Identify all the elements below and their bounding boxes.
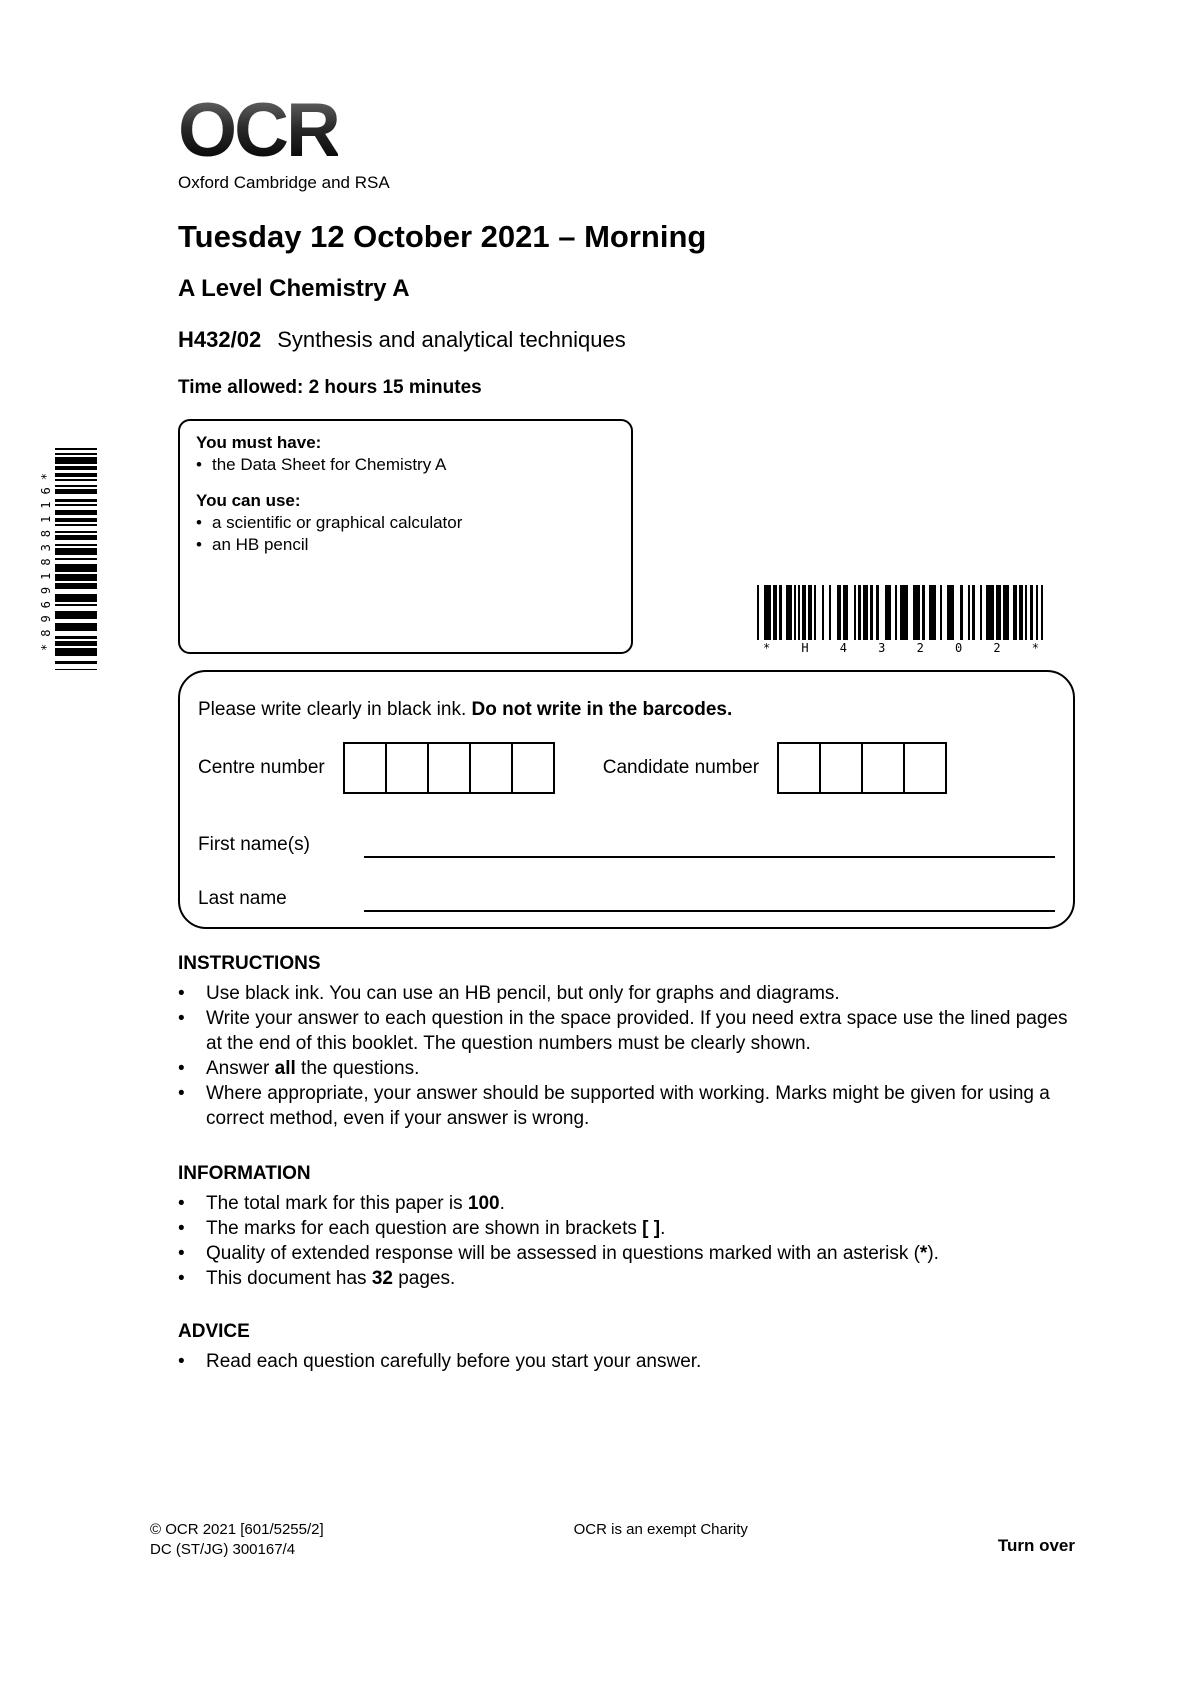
bullet-glyph: • bbox=[196, 535, 202, 554]
list-item bbox=[178, 1266, 1075, 1291]
advice-section bbox=[178, 1319, 1075, 1374]
bullet-glyph: • bbox=[196, 513, 202, 532]
list-item-text: Read each question carefully before you start your answer. bbox=[206, 1351, 702, 1372]
left-barcode-bars bbox=[55, 448, 97, 670]
paper-line bbox=[178, 327, 1075, 353]
digit-cell[interactable] bbox=[861, 742, 905, 794]
list-item-text: Use black ink. You can use an HB pencil, but only for graphs and diagrams. bbox=[206, 983, 840, 1004]
list-item bbox=[178, 1191, 1075, 1216]
advice-list bbox=[178, 1349, 1075, 1374]
digit-cell[interactable] bbox=[777, 742, 821, 794]
list-item bbox=[178, 1056, 1075, 1081]
list-item bbox=[178, 1349, 1075, 1374]
list-item bbox=[178, 1241, 1075, 1266]
bullet-glyph: • bbox=[178, 1008, 185, 1029]
candidate-details-box bbox=[178, 670, 1075, 929]
must-have-list bbox=[196, 454, 615, 476]
list-item-text: This document has 32 pages. bbox=[206, 1268, 456, 1289]
digit-cell[interactable] bbox=[343, 742, 387, 794]
instructions-section bbox=[178, 951, 1075, 1131]
list-item bbox=[178, 1006, 1075, 1056]
page-title: Tuesday 12 October 2021 – Morning bbox=[178, 219, 707, 254]
ink-notice-bold: Do not write in the barcodes. bbox=[471, 699, 733, 720]
list-item bbox=[196, 534, 615, 556]
ink-notice bbox=[198, 699, 1055, 721]
charity-note: OCR is an exempt Charity bbox=[573, 1521, 748, 1538]
bullet-glyph: • bbox=[178, 1193, 185, 1214]
list-item-text: The total mark for this paper is 100. bbox=[206, 1193, 505, 1214]
list-item bbox=[178, 1216, 1075, 1241]
header bbox=[178, 88, 1075, 399]
instructions-list bbox=[178, 981, 1075, 1131]
advice-heading: ADVICE bbox=[178, 1321, 250, 1342]
list-item bbox=[178, 1081, 1075, 1131]
first-name-input[interactable] bbox=[364, 832, 1055, 858]
candidate-number-label: Candidate number bbox=[602, 757, 760, 778]
must-have-heading: You must have: bbox=[196, 433, 322, 452]
numbers-row bbox=[198, 742, 1055, 794]
qualification-title: A Level Chemistry A bbox=[178, 275, 410, 302]
can-use-list bbox=[196, 512, 615, 556]
bullet-glyph: • bbox=[178, 1083, 185, 1104]
last-name-row bbox=[198, 886, 1055, 912]
paper-code: H432/02 bbox=[178, 327, 262, 352]
bullet-glyph: • bbox=[196, 455, 202, 474]
list-item-text: The marks for each question are shown in brackets [ ]. bbox=[206, 1218, 666, 1239]
list-item-text: a scientific or graphical calculator bbox=[212, 513, 463, 532]
information-heading: INFORMATION bbox=[178, 1163, 311, 1184]
information-list bbox=[178, 1191, 1075, 1291]
can-use-heading: You can use: bbox=[196, 491, 301, 510]
list-item-text: Answer all the questions. bbox=[206, 1058, 420, 1079]
first-name-row bbox=[198, 832, 1055, 858]
list-item bbox=[196, 454, 615, 476]
centre-number-grid bbox=[343, 742, 555, 794]
dc-code-line: DC (ST/JG) 300167/4 bbox=[150, 1541, 296, 1558]
digit-cell[interactable] bbox=[819, 742, 863, 794]
centre-number-label: Centre number bbox=[198, 757, 325, 778]
digit-cell[interactable] bbox=[469, 742, 513, 794]
right-barcode-text: * H 4 3 2 0 2 * bbox=[763, 641, 1039, 655]
list-item-text: an HB pencil bbox=[212, 535, 309, 554]
bullet-glyph: • bbox=[178, 1243, 185, 1264]
list-item-text: Quality of extended response will be assessed in questions marked with an asterisk (*). bbox=[206, 1243, 939, 1264]
left-barcode bbox=[38, 448, 97, 670]
candidate-number-grid bbox=[777, 742, 947, 794]
ocr-logo: OCR bbox=[178, 88, 338, 173]
bullet-glyph: • bbox=[178, 983, 185, 1004]
information-section bbox=[178, 1161, 1075, 1291]
bullet-glyph: • bbox=[178, 1351, 185, 1372]
time-allowed: Time allowed: 2 hours 15 minutes bbox=[178, 377, 482, 398]
last-name-input[interactable] bbox=[364, 886, 1055, 912]
ink-notice-plain: Please write clearly in black ink. bbox=[198, 699, 472, 720]
bullet-glyph: • bbox=[178, 1058, 185, 1079]
digit-cell[interactable] bbox=[385, 742, 429, 794]
footer bbox=[150, 1520, 1075, 1560]
list-item-text: the Data Sheet for Chemistry A bbox=[212, 455, 447, 474]
logo-tagline: Oxford Cambridge and RSA bbox=[178, 173, 390, 192]
bullet-glyph: • bbox=[178, 1268, 185, 1289]
list-item-text: Where appropriate, your answer should be supported with working. Marks might be given for using a correct method, even if your answer is wrong. bbox=[206, 1083, 1050, 1129]
footer-left bbox=[150, 1520, 324, 1560]
list-item bbox=[196, 512, 615, 534]
list-item-text: Write your answer to each question in the space provided. If you need extra space use the lined pages at the end of this booklet. The question numbers must be clearly shown. bbox=[206, 1008, 1068, 1054]
digit-cell[interactable] bbox=[427, 742, 471, 794]
materials-box bbox=[178, 419, 633, 654]
turn-over-label: Turn over bbox=[997, 1536, 1075, 1555]
digit-cell[interactable] bbox=[511, 742, 555, 794]
digit-cell[interactable] bbox=[903, 742, 947, 794]
left-barcode-text: *89691838116* bbox=[39, 466, 53, 652]
instructions-heading: INSTRUCTIONS bbox=[178, 953, 321, 974]
first-name-label: First name(s) bbox=[198, 834, 310, 855]
bullet-glyph: • bbox=[178, 1218, 185, 1239]
copyright-line: © OCR 2021 [601/5255/2] bbox=[150, 1521, 324, 1538]
list-item bbox=[178, 981, 1075, 1006]
paper-name: Synthesis and analytical techniques bbox=[277, 327, 626, 352]
last-name-label: Last name bbox=[198, 888, 287, 909]
